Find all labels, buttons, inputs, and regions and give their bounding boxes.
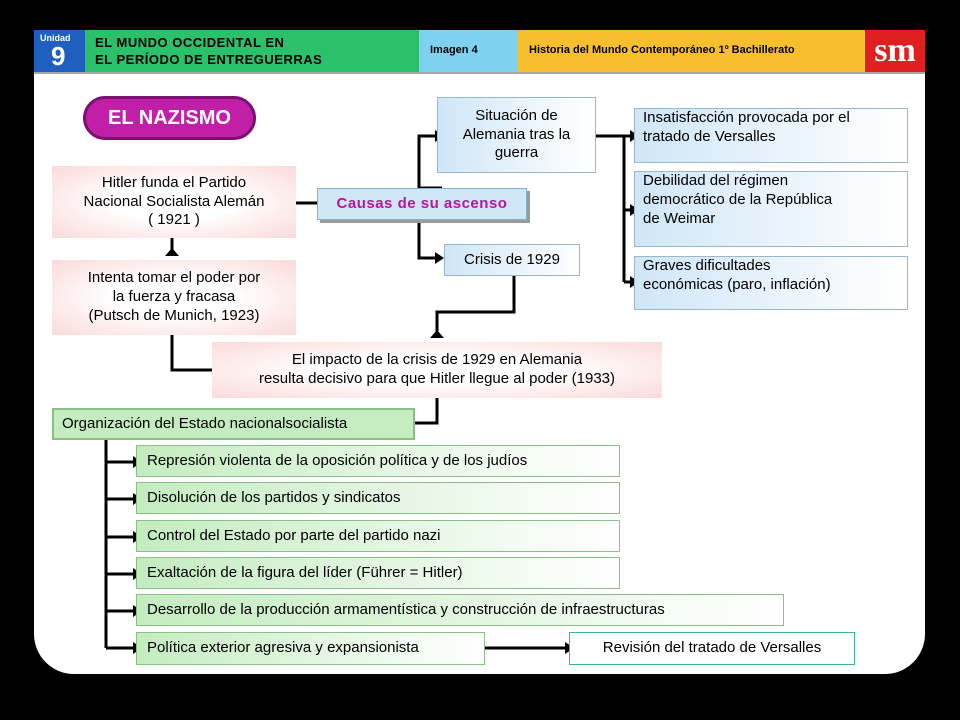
situacion-line: Situación de <box>475 106 558 124</box>
factor-line: democrático de la República <box>643 190 833 208</box>
medida-control: Control del Estado por parte del partido nazi <box>136 520 620 552</box>
putsch-line: Intenta tomar el poder por <box>87 269 261 287</box>
factor-line: Graves dificultades <box>643 257 771 274</box>
factor-economia-box <box>634 256 908 310</box>
unit-title-line2: EL PERÍODO DE ENTREGUERRAS <box>95 52 323 67</box>
putsch-box <box>52 260 296 335</box>
causas-box: Causas de su ascenso <box>317 188 527 220</box>
image-label: Imagen 4 <box>419 30 517 72</box>
hitler-funda-line: ( 1921 ) <box>148 211 200 229</box>
medida-politica-exterior: Política exterior agresiva y expansionista <box>136 632 485 665</box>
medida-represion: Represión violenta de la oposición política y de los judíos <box>136 445 620 477</box>
unit-title-line1: EL MUNDO OCCIDENTAL EN <box>95 35 285 50</box>
course-label: Historia del Mundo Contemporáneo 1º Bachillerato <box>517 30 865 72</box>
crisis-box: Crisis de 1929 <box>444 244 580 276</box>
putsch-line: (Putsch de Munich, 1923) <box>88 306 260 324</box>
unit-label: Unidad <box>40 33 71 43</box>
revision-box: Revisión del tratado de Versalles <box>569 632 855 665</box>
slide <box>34 30 925 674</box>
factor-versalles-box <box>634 108 908 163</box>
hitler-funda-line: Nacional Socialista Alemán <box>83 192 265 210</box>
impacto-line: resulta decisivo para que Hitler llegue al poder (1933) <box>258 370 616 387</box>
medida-exaltacion: Exaltación de la figura del líder (Führer = Hitler) <box>136 557 620 589</box>
organizacion-box: Organización del Estado nacionalsocialista <box>52 408 415 440</box>
situacion-line: guerra <box>494 144 539 162</box>
hitler-funda-box <box>52 166 296 238</box>
hitler-funda-line: Hitler funda el Partido <box>101 173 247 191</box>
factor-line: económicas (paro, inflación) <box>643 275 831 293</box>
unit-number: 9 <box>51 41 66 71</box>
factor-line: Insatisfacción provocada por el <box>643 109 850 126</box>
nazismo-title: EL NAZISMO <box>83 96 256 140</box>
medida-armamento: Desarrollo de la producción armamentística y construcción de infraestructuras <box>136 594 784 626</box>
situacion-box <box>437 97 596 173</box>
medida-disolucion: Disolución de los partidos y sindicatos <box>136 482 620 514</box>
factor-line: de Weimar <box>643 209 716 227</box>
putsch-line: la fuerza y fracasa <box>112 288 236 306</box>
situacion-line: Alemania tras la <box>462 125 571 143</box>
factor-line: Debilidad del régimen <box>643 172 789 189</box>
factor-weimar-box <box>634 171 908 247</box>
impacto-box <box>212 342 662 398</box>
factor-line: tratado de Versalles <box>643 127 776 145</box>
impacto-line: El impacto de la crisis de 1929 en Alemania <box>291 351 583 369</box>
sm-logo: sm <box>865 30 925 72</box>
